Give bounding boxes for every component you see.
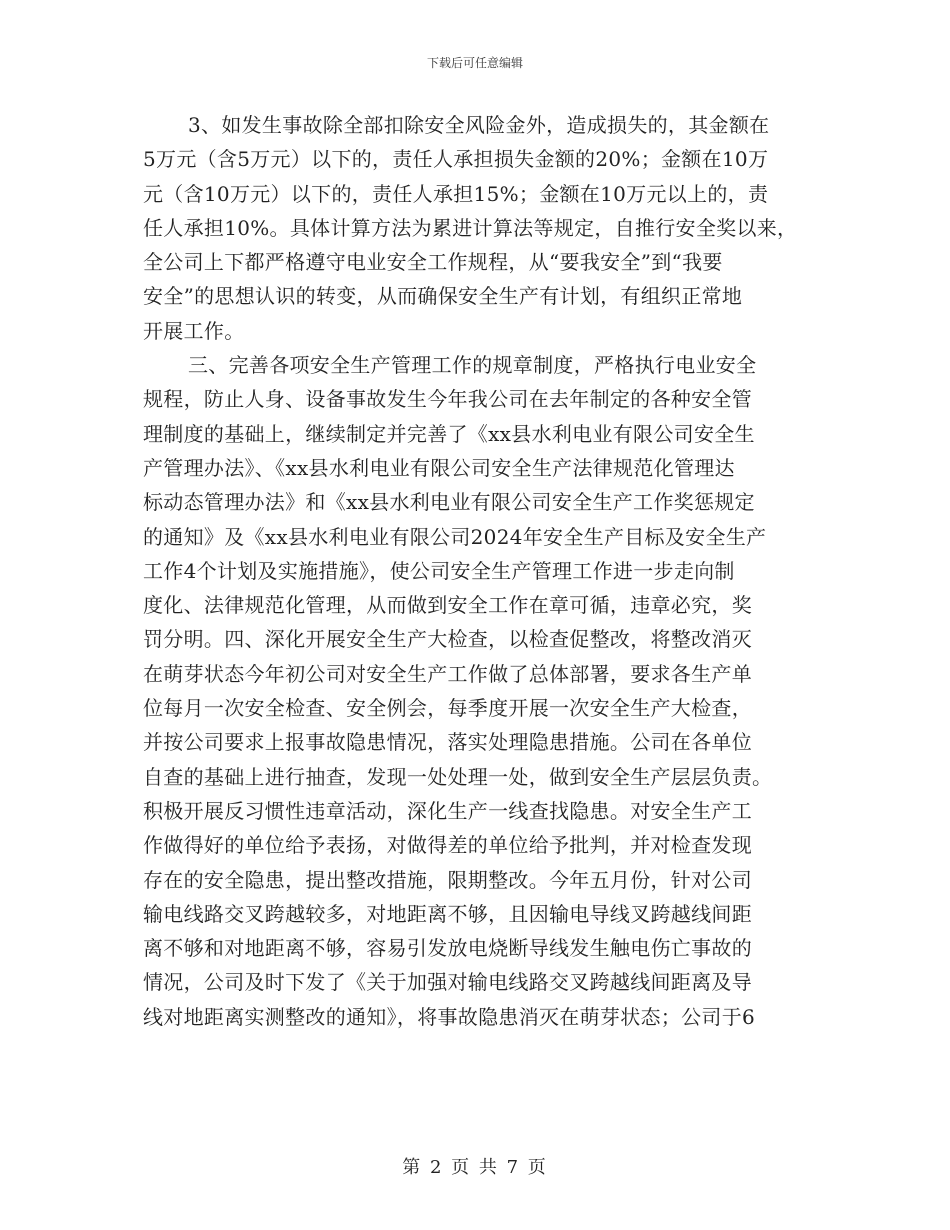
text-line: 工作4个计划及实施措施》，使公司安全生产管理工作进一步走向制 bbox=[143, 558, 735, 583]
text-line: 情况，公司及时下发了《关于加强对输电线路交叉跨越线间距离及导 bbox=[143, 970, 752, 995]
text-line: 位每月一次安全检查、安全例会，每季度开展一次安全生产大检查， bbox=[143, 696, 752, 721]
text-line: 规程，防止人身、设备事故发生今年我公司在去年制定的各种安全管 bbox=[143, 387, 752, 412]
text-line: 产管理办法》、《xx县水利电业有限公司安全生产法律规范化管理达 bbox=[143, 455, 735, 480]
text-line: 任人承担10%。具体计算方法为累进计算法等规定，自推行安全奖以来， bbox=[143, 215, 798, 240]
text-line: 元（含10万元）以下的，责任人承担15%；金额在10万元以上的，责 bbox=[143, 181, 769, 206]
text-line: 作做得好的单位给予表扬，对做得差的单位给予批判，并对检查发现 bbox=[143, 833, 752, 858]
text-line: 的通知》及《xx县水利电业有限公司2024年安全生产目标及安全生产 bbox=[143, 524, 767, 549]
document-body bbox=[143, 110, 823, 1036]
page-header: 下载后可任意编辑 bbox=[426, 56, 523, 70]
text-line: 3、如发生事故除全部扣除安全风险金外，造成损失的，其金额在 bbox=[188, 113, 770, 137]
text-line: 线对地距离实测整改的通知》，将事故隐患消灭在萌芽状态；公司于6 bbox=[143, 1004, 756, 1029]
text-line: 存在的安全隐患，提出整改措施，限期整改。今年五月份，针对公司 bbox=[143, 867, 752, 892]
text-line: 在萌芽状态今年初公司对安全生产工作做了总体部署，要求各生产单 bbox=[143, 661, 752, 686]
text-line: 度化、法律规范化管理，从而做到安全工作在章可循，违章必究，奖 bbox=[143, 593, 752, 618]
page-footer: 第 2 页 共 7 页 bbox=[402, 1157, 548, 1178]
text-line: 安全”的思想认识的转变，从而确保安全生产有计划，有组织正常地 bbox=[143, 284, 743, 309]
text-line: 5万元（含5万元）以下的，责任人承担损失金额的20%；金额在10万 bbox=[143, 147, 769, 172]
text-line: 全公司上下都严格遵守电业安全工作规程，从“要我安全”到“我要 bbox=[143, 250, 723, 275]
text-line: 标动态管理办法》和《xx县水利电业有限公司安全生产工作奖惩规定 bbox=[143, 490, 755, 515]
text-line: 罚分明。四、深化开展安全生产大检查，以检查促整改，将整改消灭 bbox=[143, 627, 752, 652]
text-line: 输电线路交叉跨越较多，对地距离不够，且因输电导线叉跨越线间距 bbox=[143, 901, 752, 926]
text-line: 离不够和对地距离不够，容易引发放电烧断导线发生触电伤亡事故的 bbox=[143, 936, 752, 961]
text-line: 开展工作。 bbox=[143, 318, 245, 343]
text-line: 三、完善各项安全生产管理工作的规章制度，严格执行电业安全 bbox=[188, 353, 757, 378]
text-line: 并按公司要求上报事故隐患情况，落实处理隐患措施。公司在各单位 bbox=[143, 730, 752, 755]
text-line: 自查的基础上进行抽查，发现一处处理一处，做到安全生产层层负责。 bbox=[143, 764, 773, 789]
text-line: 理制度的基础上，继续制定并完善了《xx县水利电业有限公司安全生 bbox=[143, 421, 755, 446]
text-line: 积极开展反习惯性违章活动，深化生产一线查找隐患。对安全生产工 bbox=[143, 798, 752, 823]
